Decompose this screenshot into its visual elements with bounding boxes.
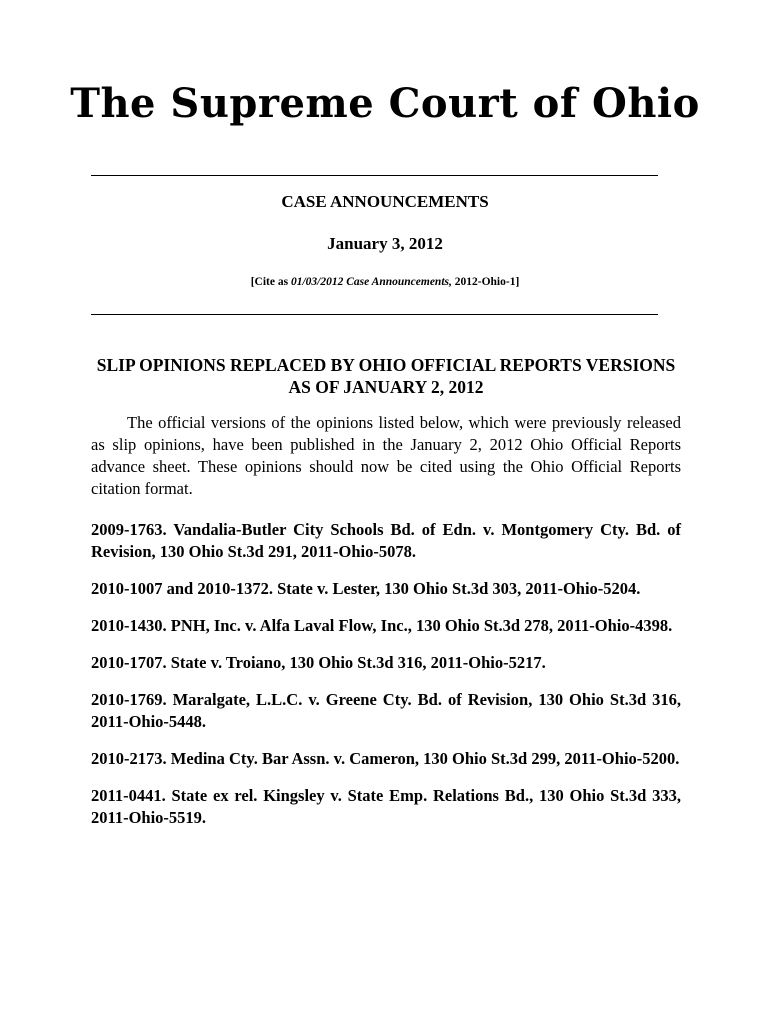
bottom-divider (91, 314, 658, 315)
citation-suffix: 2012-Ohio-1] (451, 276, 520, 288)
announcement-title: CASE ANNOUNCEMENTS (281, 192, 489, 211)
citation-prefix: [Cite as (250, 276, 291, 288)
section-heading-line-2: AS OF JANUARY 2, 2012 (288, 377, 484, 397)
case-list (91, 519, 681, 844)
top-divider (91, 175, 658, 176)
announcement-date: January 3, 2012 (327, 234, 443, 253)
citation-line (0, 276, 770, 288)
citation-italic: 01/03/2012 Case Announcements, (290, 276, 452, 288)
case-entry: 2010-1007 and 2010-1372. State v. Lester, 130 Ohio St.3d 303, 2011-Ohio-5204. (91, 579, 641, 598)
case-entry: 2011-0441. State ex rel. Kingsley v. State Emp. Relations Bd., 130 Ohio St.3d 333, 2011-Ohio-5519. (91, 786, 681, 827)
case-entry: 2010-2173. Medina Cty. Bar Assn. v. Cameron, 130 Ohio St.3d 299, 2011-Ohio-5200. (91, 749, 680, 768)
section-heading (91, 354, 681, 398)
court-name-heading: The Supreme Court of Ohio (70, 80, 700, 127)
case-entry: 2010-1430. PNH, Inc. v. Alfa Laval Flow, Inc., 130 Ohio St.3d 278, 2011-Ohio-4398. (91, 616, 673, 635)
section-heading-line-1: SLIP OPINIONS REPLACED BY OHIO OFFICIAL REPORTS VERSIONS (96, 355, 676, 375)
case-entry: 2010-1707. State v. Troiano, 130 Ohio St.3d 316, 2011-Ohio-5217. (91, 653, 546, 672)
intro-paragraph: The official versions of the opinions listed below, which were previously released as slip opinions, have been published in the January 2, 2012 Ohio Official Reports advance sheet. These opinions should now be cited using the Ohio Official Reports citation format. (91, 413, 681, 498)
case-entry: 2010-1769. Maralgate, L.L.C. v. Greene Cty. Bd. of Revision, 130 Ohio St.3d 316, 2011-Ohio-5448. (91, 690, 681, 731)
case-entry: 2009-1763. Vandalia-Butler City Schools Bd. of Edn. v. Montgomery Cty. Bd. of Revision, 130 Ohio St.3d 291, 2011-Ohio-5078. (91, 520, 681, 561)
